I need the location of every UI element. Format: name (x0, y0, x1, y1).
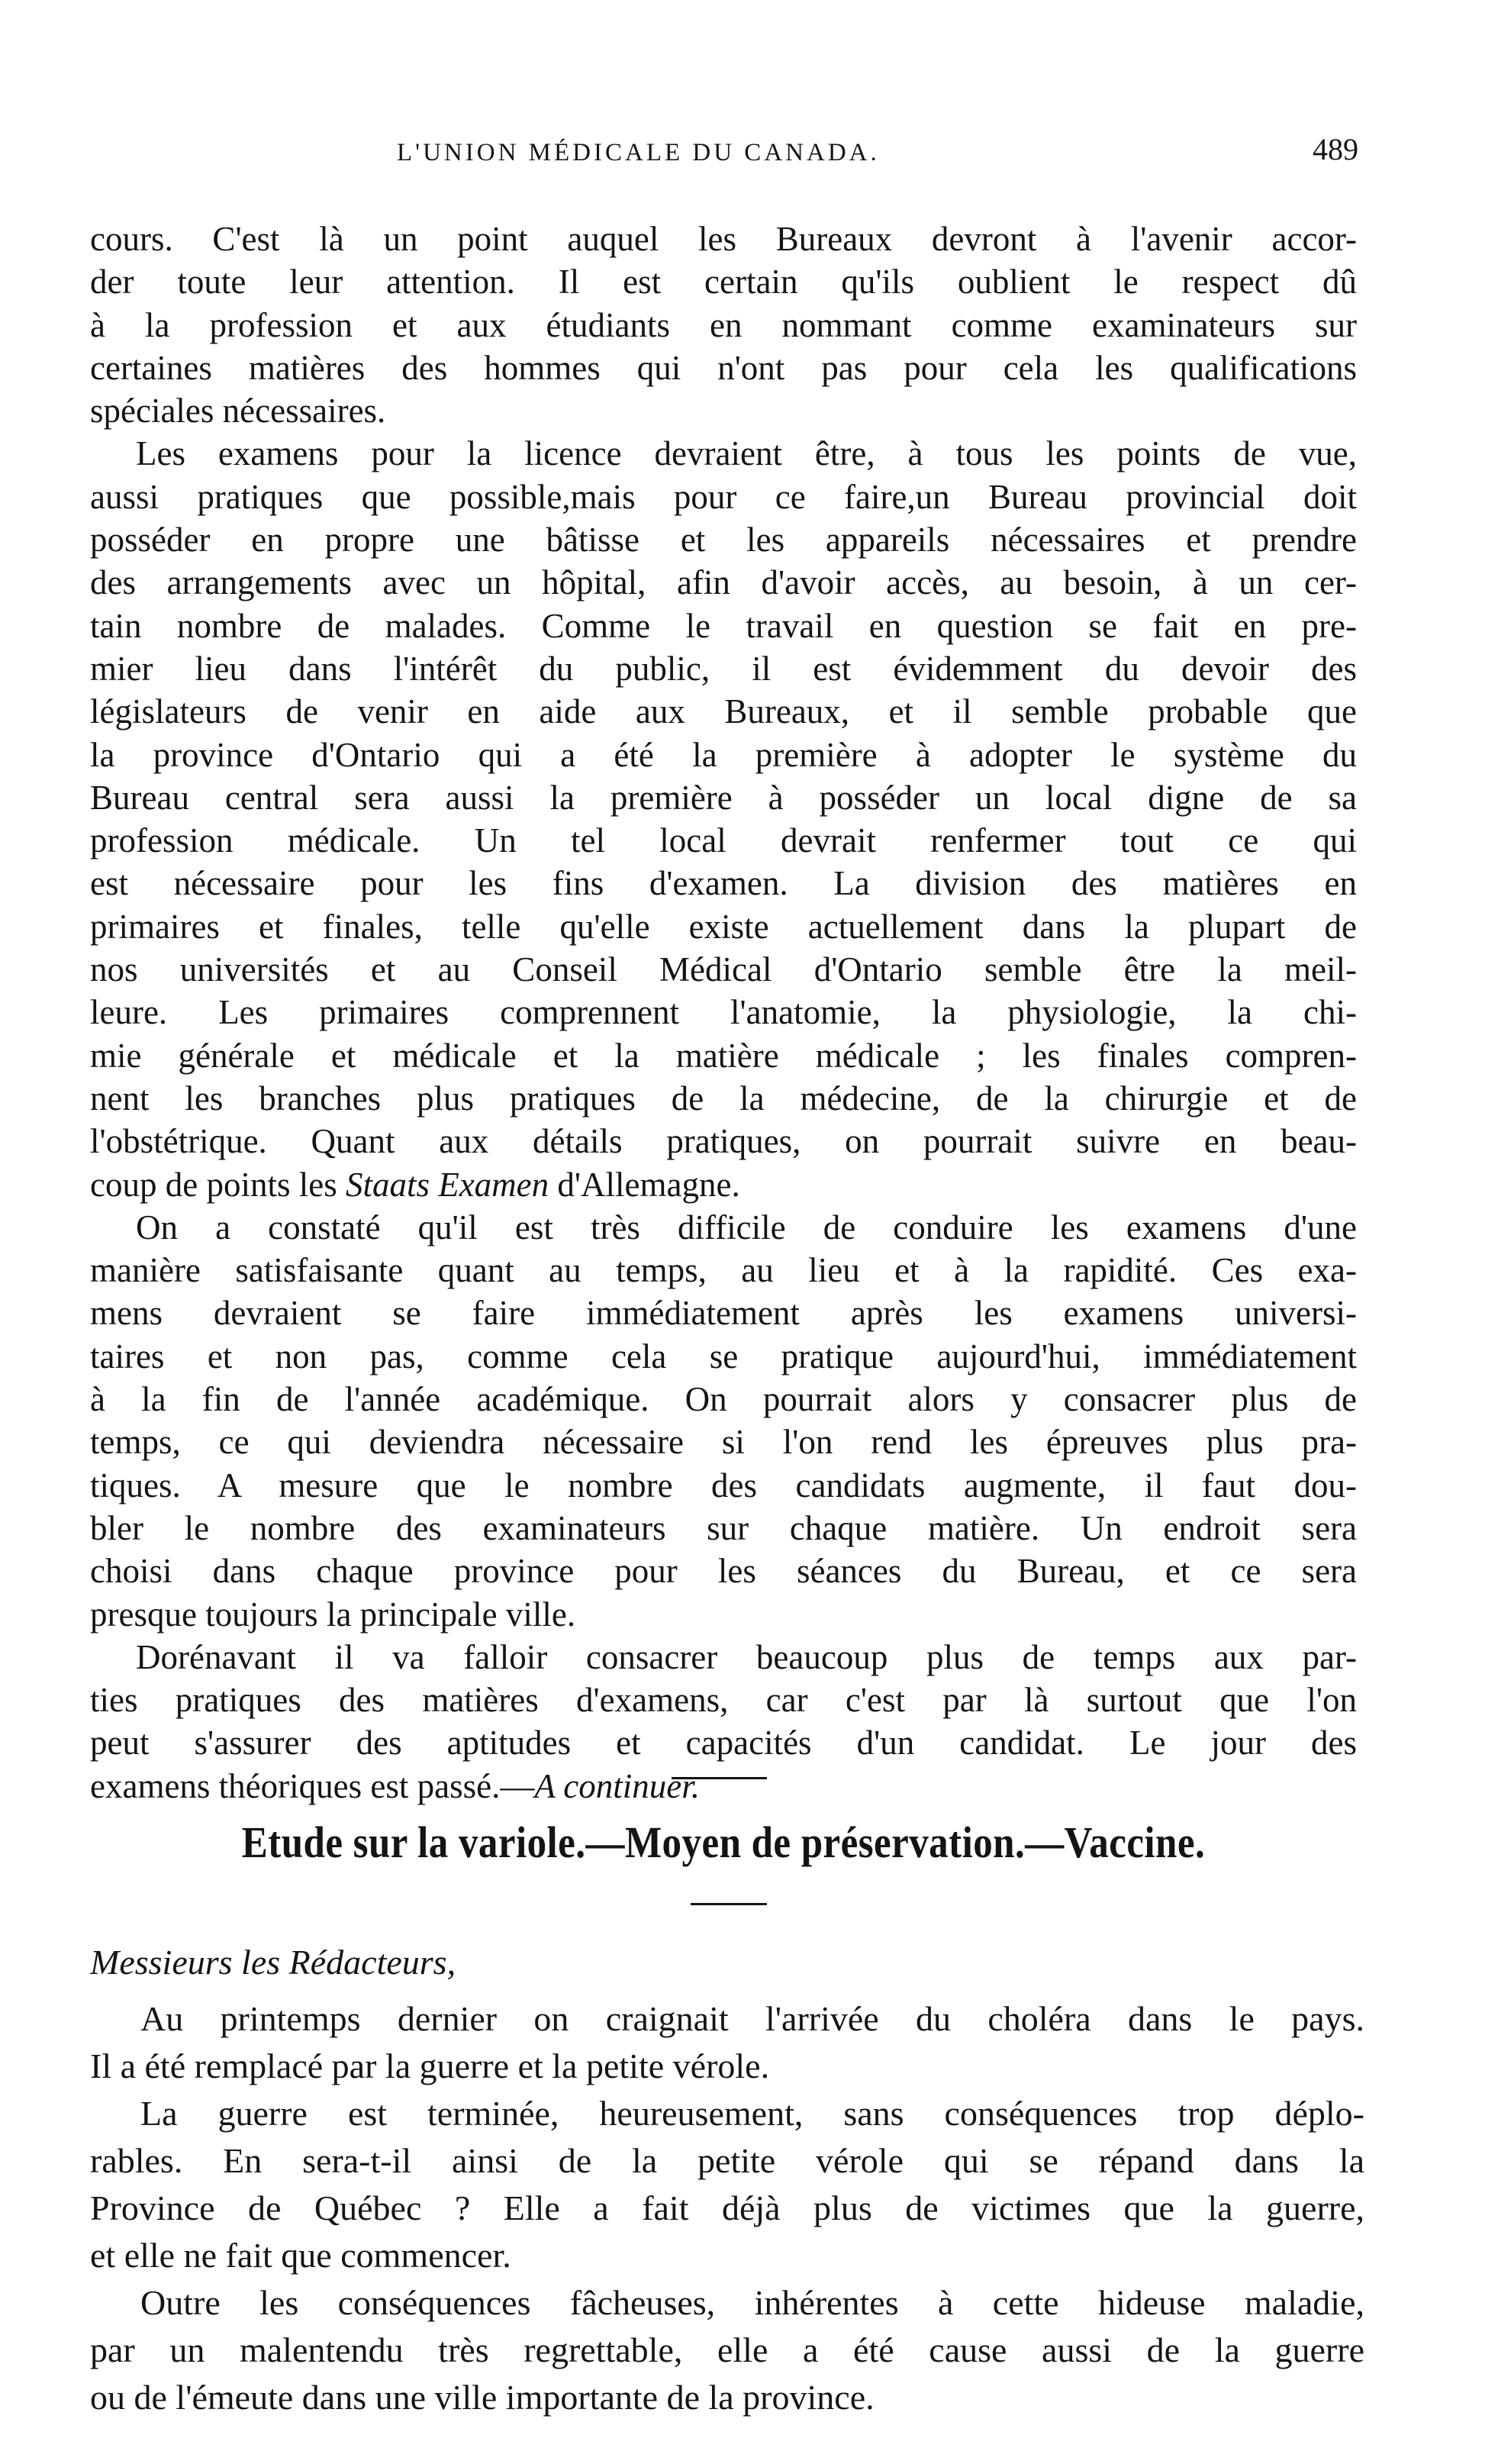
text-line: à la fin de l'année académique. On pourrait alors y consacrer plus de (90, 1380, 1357, 1419)
text-line: par un malentendu très regrettable, elle a été cause aussi de la guerre (90, 2330, 1364, 2369)
article-heading: Etude sur la variole.—Moyen de préservation.—Vaccine. (241, 1817, 1206, 1867)
text-line: primaires et finales, telle qu'elle existe actuellement dans la plupart de (90, 907, 1357, 946)
italic-text: Staats Examen (345, 1165, 549, 1204)
heading-rule (691, 1903, 767, 1905)
text-line: ou de l'émeute dans une ville importante de la province. (90, 2378, 875, 2417)
running-head (92, 132, 1358, 185)
text-line: Province de Québec ? Elle a fait déjà plus de victimes que la guerre, (90, 2188, 1364, 2227)
text-line: législateurs de venir en aide aux Bureaux, et il semble probable que (90, 692, 1357, 731)
text-line: bler le nombre des examinateurs sur chaque matière. Un endroit sera (90, 1508, 1357, 1547)
text-line: profession médicale. Un tel local devrait renfermer tout ce qui (90, 821, 1357, 860)
text-line: est nécessaire pour les fins d'examen. La division des matières en (90, 864, 1357, 903)
text-line: rables. En sera-t-il ainsi de la petite vérole qui se répand dans la (90, 2141, 1364, 2180)
text-line: cours. C'est là un point auquel les Bureaux devront à l'avenir accor- (90, 220, 1357, 258)
italic-text: A continuer. (534, 1766, 700, 1805)
text-line: Il a été remplacé par la guerre et la petite vérole. (90, 2046, 770, 2085)
text-line: spéciales nécessaires. (90, 392, 386, 431)
text-line: temps, ce qui deviendra nécessaire si l'on rend les épreuves plus pra- (90, 1423, 1357, 1462)
line-text: examens théoriques est passé.— (90, 1766, 535, 1805)
text-line: la province d'Ontario qui a été la première à adopter le système du (90, 735, 1357, 774)
text-line: taires et non pas, comme cela se pratique aujourd'hui, immédiatement (90, 1337, 1357, 1376)
text-line: mie générale et médicale et la matière médicale ; les finales compren- (90, 1036, 1357, 1075)
text-line: tain nombre de malades. Comme le travail en question se fait en pre- (90, 606, 1357, 645)
text-line: posséder en propre une bâtisse et les appareils nécessaires et prendre (90, 521, 1357, 560)
text-line: Bureau central sera aussi la première à posséder un local digne de sa (90, 778, 1357, 817)
text-line: mier lieu dans l'intérêt du public, il est évidemment du devoir des (90, 649, 1357, 688)
text-line: aussi pratiques que possible,mais pour ce faire,un Bureau provincial doit (90, 477, 1357, 516)
text-line: des arrangements avec un hôpital, afin d'avoir accès, au besoin, à un cer- (90, 563, 1357, 602)
text-line: Dorénavant il va falloir consacrer beaucoup plus de temps aux par- (136, 1637, 1357, 1676)
page-number: 489 (1313, 132, 1358, 166)
line-text-after: d'Allemagne. (549, 1165, 740, 1204)
section-divider (672, 1777, 767, 1779)
text-line: mens devraient se faire immédiatement après les examens universi- (90, 1294, 1357, 1333)
text-line (90, 1765, 1357, 1808)
text-line (90, 1163, 1357, 1206)
text-line: Au printemps dernier on craignait l'arrivée du choléra dans le pays. (140, 1999, 1364, 2038)
line-text: coup de points les (90, 1165, 346, 1204)
text-line: nent les branches plus pratiques de la médecine, de la chirurgie et de (90, 1079, 1357, 1118)
text-line: certaines matières des hommes qui n'ont pas pour cela les qualifications (90, 348, 1357, 387)
text-line: Outre les conséquences fâcheuses, inhérentes à cette hideuse maladie, (140, 2283, 1364, 2322)
text-line: ties pratiques des matières d'examens, car c'est par là surtout que l'on (90, 1681, 1357, 1720)
article-body (90, 218, 1357, 1808)
text-line: et elle ne fait que commencer. (90, 2236, 511, 2275)
text-line: presque toujours la principale ville. (90, 1595, 576, 1634)
text-line: choisi dans chaque province pour les séances du Bureau, et ce sera (90, 1552, 1357, 1591)
salutation: Messieurs les Rédacteurs, (90, 1943, 456, 1982)
text-line: der toute leur attention. Il est certain qu'ils oublient le respect dû (90, 263, 1357, 302)
text-line: On a constaté qu'il est très difficile de conduire les examens d'une (136, 1208, 1357, 1247)
letter-body (90, 1939, 1364, 2421)
text-line: nos universités et au Conseil Médical d'Ontario semble être la meil- (90, 950, 1357, 989)
text-line: l'obstétrique. Quant aux détails pratiques, on pourrait suivre en beau- (90, 1122, 1357, 1161)
running-title: L'UNION MÉDICALE DU CANADA. (397, 139, 880, 166)
text-line: peut s'assurer des aptitudes et capacités d'un candidat. Le jour des (90, 1724, 1357, 1763)
text-line: Les examens pour la licence devraient être, à tous les points de vue, (136, 434, 1357, 473)
text-line: La guerre est terminée, heureusement, sans conséquences trop déplo- (140, 2094, 1364, 2133)
text-line: manière satisfaisante quant au temps, au lieu et à la rapidité. Ces exa- (90, 1251, 1357, 1290)
text-line: tiques. A mesure que le nombre des candidats augmente, il faut dou- (90, 1466, 1357, 1505)
text-line: à la profession et aux étudiants en nommant comme examinateurs sur (90, 305, 1357, 344)
text-line: leure. Les primaires comprennent l'anatomie, la physiologie, la chi- (90, 993, 1357, 1032)
letter-lines (90, 1995, 1364, 2421)
